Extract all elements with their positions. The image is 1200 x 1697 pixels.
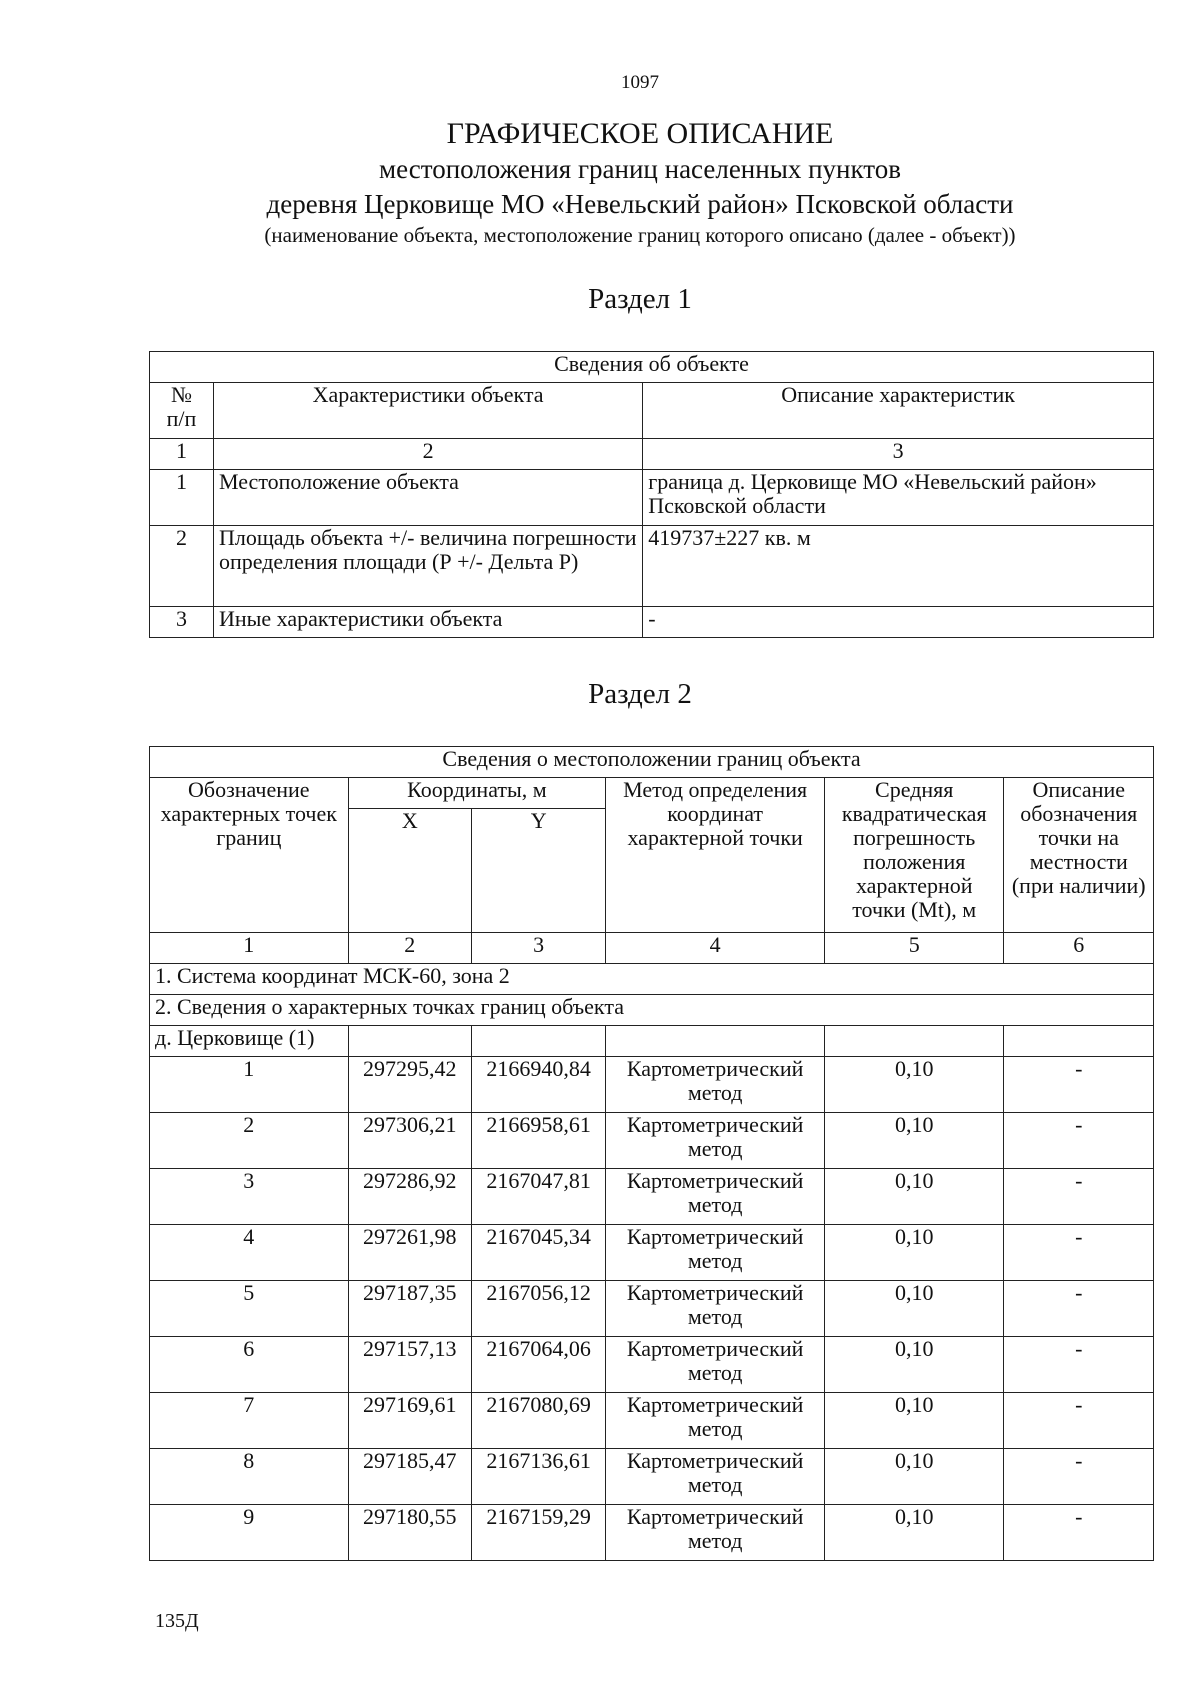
section1-heading: Раздел 1 bbox=[588, 283, 692, 315]
error-value: 0,10 bbox=[824, 1113, 1004, 1169]
table1-col-number: 1 bbox=[150, 439, 214, 470]
point-number: 8 bbox=[150, 1449, 349, 1505]
coord-y: 2167136,61 bbox=[471, 1449, 605, 1505]
table1-cell: 419737±227 кв. м bbox=[643, 526, 1154, 607]
object-hint: (наименование объекта, местоположение границ которого описано (далее - объект)) bbox=[264, 223, 1016, 247]
footer-code: 135Д bbox=[155, 1610, 199, 1632]
table2-col-number: 5 bbox=[824, 933, 1004, 964]
table2-header-x: X bbox=[348, 809, 471, 933]
error-value: 0,10 bbox=[824, 1225, 1004, 1281]
table2-header-error: Средняя квадратическая погрешность положения характерной точки (Mt), м bbox=[824, 778, 1004, 933]
coord-x: 297157,13 bbox=[348, 1337, 471, 1393]
coord-y: 2167056,12 bbox=[471, 1281, 605, 1337]
table1-caption: Сведения об объекте bbox=[150, 352, 1154, 383]
method: Картометрический метод bbox=[606, 1113, 825, 1169]
table1-header-number: № п/п bbox=[150, 383, 214, 439]
table-row bbox=[150, 1281, 1154, 1337]
table1-col-number: 2 bbox=[213, 439, 642, 470]
table1-cell: 3 bbox=[150, 607, 214, 638]
table2-header-point: Обозначение характерных точек границ bbox=[150, 778, 349, 933]
table2-caption: Сведения о местоположении границ объекта bbox=[150, 747, 1154, 778]
table1-cell: Иные характеристики объекта bbox=[213, 607, 642, 638]
table1-header-description: Описание характеристик bbox=[643, 383, 1154, 439]
point-description: - bbox=[1004, 1113, 1154, 1169]
point-description: - bbox=[1004, 1337, 1154, 1393]
table-row bbox=[150, 1225, 1154, 1281]
coordinate-system-row: 1. Система координат МСК-60, зона 2 bbox=[150, 964, 1154, 995]
document-title-block bbox=[0, 116, 1200, 248]
table-row bbox=[150, 1337, 1154, 1393]
coord-y: 2167064,06 bbox=[471, 1337, 605, 1393]
document-subtitle: местоположения границ населенных пунктов bbox=[379, 154, 901, 184]
document-title: ГРАФИЧЕСКОЕ ОПИСАНИЕ bbox=[446, 117, 834, 150]
error-value: 0,10 bbox=[824, 1449, 1004, 1505]
method: Картометрический метод bbox=[606, 1225, 825, 1281]
table2-header-y: Y bbox=[471, 809, 605, 933]
method: Картометрический метод bbox=[606, 1449, 825, 1505]
point-number: 9 bbox=[150, 1505, 349, 1561]
point-description: - bbox=[1004, 1281, 1154, 1337]
coord-y: 2166940,84 bbox=[471, 1057, 605, 1113]
coord-y: 2166958,61 bbox=[471, 1113, 605, 1169]
section2-heading: Раздел 2 bbox=[588, 678, 692, 710]
table2-col-number: 4 bbox=[606, 933, 825, 964]
point-description: - bbox=[1004, 1169, 1154, 1225]
table2-col-number: 6 bbox=[1004, 933, 1154, 964]
table1-header-characteristics: Характеристики объекта bbox=[213, 383, 642, 439]
point-description: - bbox=[1004, 1449, 1154, 1505]
table2-header-coords: Координаты, м bbox=[348, 778, 606, 809]
page-number: 1097 bbox=[621, 72, 659, 93]
coord-y: 2167080,69 bbox=[471, 1393, 605, 1449]
table1-cell: Площадь объекта +/- величина погрешности определения площади (Р +/- Дельта Р) bbox=[213, 526, 642, 607]
object-info-table bbox=[149, 351, 1154, 638]
point-description: - bbox=[1004, 1393, 1154, 1449]
method: Картометрический метод bbox=[606, 1393, 825, 1449]
coord-x: 297185,47 bbox=[348, 1449, 471, 1505]
point-number: 7 bbox=[150, 1393, 349, 1449]
point-number: 4 bbox=[150, 1225, 349, 1281]
table-row bbox=[150, 1505, 1154, 1561]
point-number: 6 bbox=[150, 1337, 349, 1393]
coord-y: 2167045,34 bbox=[471, 1225, 605, 1281]
method: Картометрический метод bbox=[606, 1505, 825, 1561]
table1-cell: 1 bbox=[150, 470, 214, 526]
error-value: 0,10 bbox=[824, 1281, 1004, 1337]
table-row bbox=[150, 607, 1154, 638]
error-value: 0,10 bbox=[824, 1057, 1004, 1113]
coord-x: 297286,92 bbox=[348, 1169, 471, 1225]
error-value: 0,10 bbox=[824, 1337, 1004, 1393]
table1-cell: граница д. Церковище МО «Невельский район» Псковской области bbox=[643, 470, 1154, 526]
contour-label: д. Церковище (1) bbox=[150, 1026, 349, 1057]
point-description: - bbox=[1004, 1225, 1154, 1281]
table1-col-number: 3 bbox=[643, 439, 1154, 470]
method: Картометрический метод bbox=[606, 1281, 825, 1337]
method: Картометрический метод bbox=[606, 1057, 825, 1113]
table1-cell: Местоположение объекта bbox=[213, 470, 642, 526]
table2-header-method: Метод определения координат характерной точки bbox=[606, 778, 825, 933]
point-number: 1 bbox=[150, 1057, 349, 1113]
table2-col-number: 3 bbox=[471, 933, 605, 964]
coord-y: 2167159,29 bbox=[471, 1505, 605, 1561]
point-description: - bbox=[1004, 1057, 1154, 1113]
table-row bbox=[150, 1449, 1154, 1505]
points-body bbox=[150, 1057, 1154, 1561]
coord-x: 297169,61 bbox=[348, 1393, 471, 1449]
error-value: 0,10 bbox=[824, 1169, 1004, 1225]
coord-x: 297295,42 bbox=[348, 1057, 471, 1113]
method: Картометрический метод bbox=[606, 1169, 825, 1225]
table-row bbox=[150, 1393, 1154, 1449]
table-row bbox=[150, 526, 1154, 607]
table1-cell: - bbox=[643, 607, 1154, 638]
table2-header-description: Описание обозначения точки на местности (при наличии) bbox=[1004, 778, 1154, 933]
table2-col-number: 1 bbox=[150, 933, 349, 964]
object-name: деревня Церковище МО «Невельский район» Псковской области bbox=[266, 189, 1014, 219]
table-row bbox=[150, 1169, 1154, 1225]
coord-x: 297180,55 bbox=[348, 1505, 471, 1561]
points-info-row: 2. Сведения о характерных точках границ объекта bbox=[150, 995, 1154, 1026]
coord-y: 2167047,81 bbox=[471, 1169, 605, 1225]
table1-cell: 2 bbox=[150, 526, 214, 607]
table2-col-number: 2 bbox=[348, 933, 471, 964]
point-number: 2 bbox=[150, 1113, 349, 1169]
error-value: 0,10 bbox=[824, 1393, 1004, 1449]
coord-x: 297306,21 bbox=[348, 1113, 471, 1169]
boundary-points-table bbox=[149, 746, 1154, 1561]
point-number: 5 bbox=[150, 1281, 349, 1337]
point-description: - bbox=[1004, 1505, 1154, 1561]
table-row bbox=[150, 470, 1154, 526]
coord-x: 297261,98 bbox=[348, 1225, 471, 1281]
coord-x: 297187,35 bbox=[348, 1281, 471, 1337]
table-row bbox=[150, 1057, 1154, 1113]
method: Картометрический метод bbox=[606, 1337, 825, 1393]
table-row bbox=[150, 1113, 1154, 1169]
error-value: 0,10 bbox=[824, 1505, 1004, 1561]
point-number: 3 bbox=[150, 1169, 349, 1225]
